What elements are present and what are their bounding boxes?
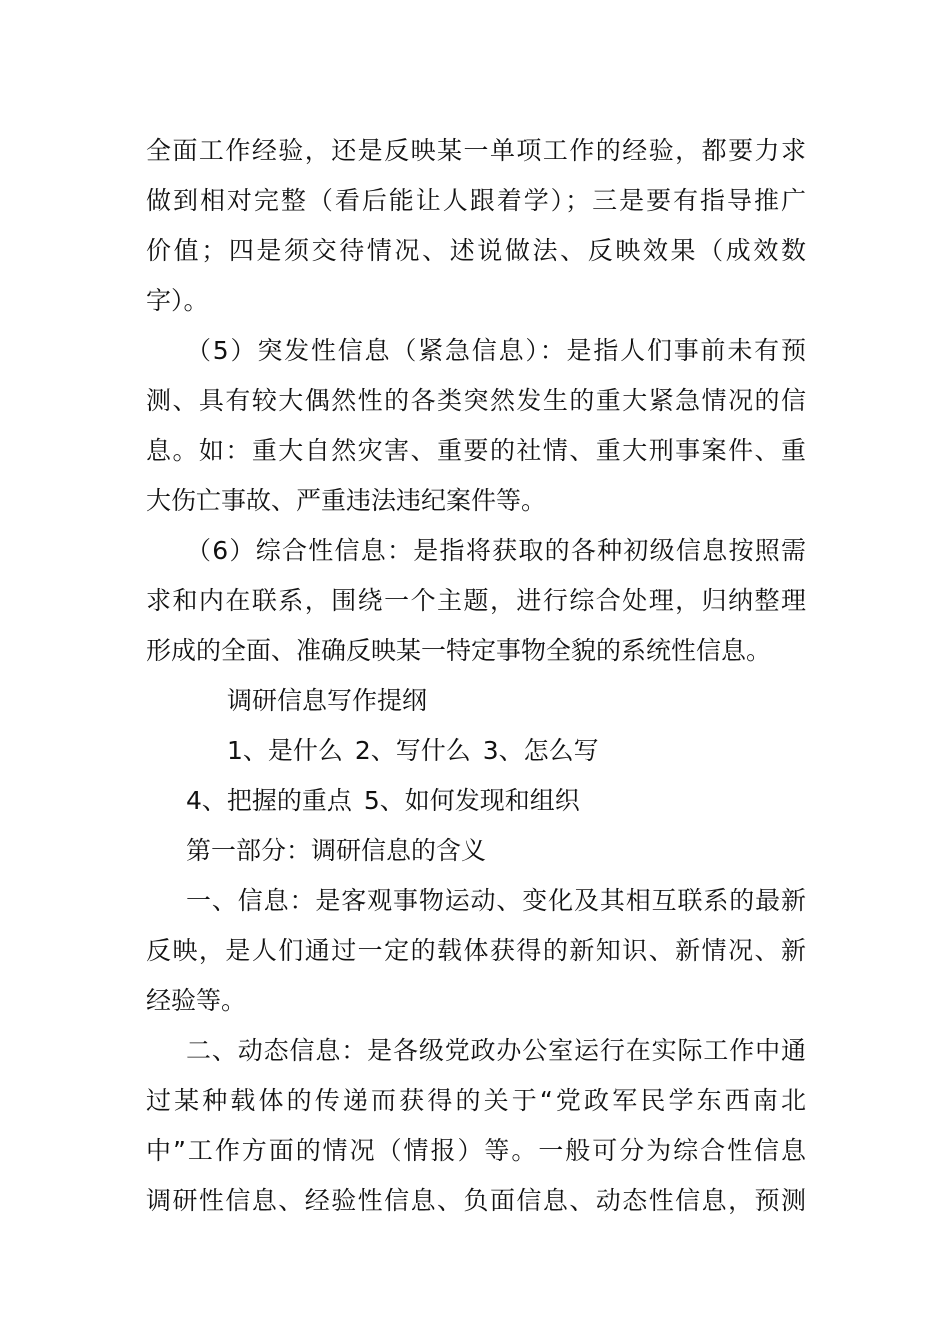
text-line: 价值；四是须交待情况、述说做法、反映效果（成效数 [146,236,806,265]
paragraph-first-line: （5）突发性信息（紧急信息）：是指人们事前未有预 [186,336,806,365]
paragraph-first-line: 一、信息：是客观事物运动、变化及其相互联系的最新 [186,886,806,915]
paragraph-first-line: 二、动态信息：是各级党政办公室运行在实际工作中通 [186,1036,806,1065]
text-line: 中”工作方面的情况（情报）等。一般可分为综合性信息 [146,1136,806,1165]
outline-items: 1、是什么 2、写什么 3、怎么写 [227,736,599,765]
outline-title: 调研信息写作提纲 [227,686,428,715]
text-line: 形成的全面、准确反映某一特定事物全貌的系统性信息。 [146,636,772,665]
section-heading: 第一部分：调研信息的含义 [186,836,487,865]
text-line: 求和内在联系，围绕一个主题，进行综合处理，归纳整理 [146,586,806,615]
outline-items: 4、把握的重点 5、如何发现和组织 [186,786,580,815]
text-line: 过某种载体的传递而获得的关于“党政军民学东西南北 [146,1086,806,1115]
text-line: 经验等。 [146,986,247,1015]
text-line: 测、具有较大偶然性的各类突然发生的重大紧急情况的信 [146,386,806,415]
text-line: 做到相对完整（看后能让人跟着学）；三是要有指导推广 [146,186,806,215]
text-line: 全面工作经验，还是反映某一单项工作的经验，都要力求 [146,136,806,165]
text-line: 反映，是人们通过一定的载体获得的新知识、新情况、新 [146,936,806,965]
text-line: 字）。 [146,286,209,315]
text-line: 调研性信息、经验性信息、负面信息、动态性信息，预测 [146,1186,806,1215]
text-line: 息。如：重大自然灾害、重要的社情、重大刑事案件、重 [146,436,806,465]
text-line: 大伤亡事故、严重违法违纪案件等。 [146,486,547,515]
paragraph-first-line: （6）综合性信息：是指将获取的各种初级信息按照需 [186,536,806,565]
